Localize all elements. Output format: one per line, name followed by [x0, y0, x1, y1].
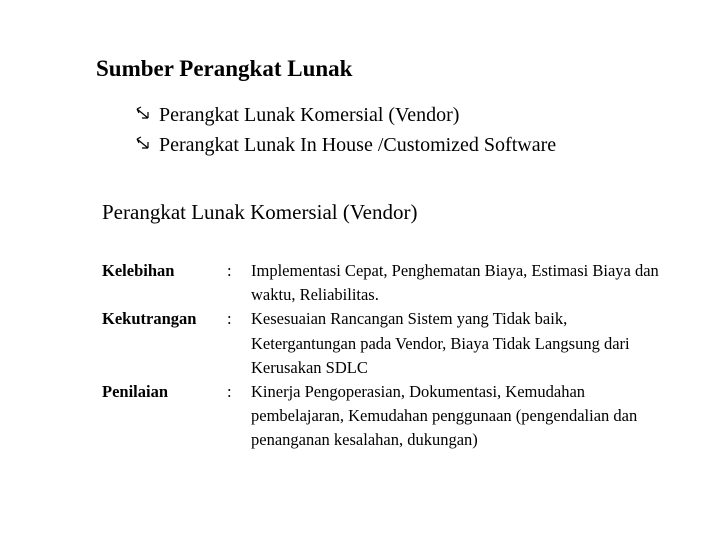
pointing-arrow-icon: [136, 106, 150, 122]
bullet-item-in-house: [136, 130, 556, 160]
bullet-list: [136, 100, 556, 160]
bullet-text: Perangkat Lunak In House /Customized Software: [159, 133, 557, 156]
row-colon: :: [227, 382, 232, 402]
row-label: Kekutrangan: [102, 309, 197, 329]
bullet-text: Perangkat Lunak Komersial (Vendor): [159, 103, 460, 126]
table-row-penilaian: [102, 380, 682, 453]
table-row-kelebihan: [102, 259, 682, 307]
section-heading: Perangkat Lunak Komersial (Vendor): [102, 200, 418, 224]
row-value: Implementasi Cepat, Penghematan Biaya, Estimasi Biaya dan waktu, Reliabilitas.: [251, 261, 659, 305]
row-colon: :: [227, 261, 232, 280]
row-label: Penilaian: [102, 382, 169, 402]
row-value: Kinerja Pengoperasian, Dokumentasi, Kemudahan pembelajaran, Kemudahan penggunaan (pengendalian dan penanganan kesalahan, dukungan): [251, 382, 638, 450]
slide-title: Sumber Perangkat Lunak: [96, 56, 353, 81]
pointing-arrow-icon: [136, 136, 150, 152]
bullet-item-komersial: [136, 100, 556, 130]
row-label: Kelebihan: [102, 261, 175, 280]
row-colon: :: [227, 309, 232, 329]
table-row-kekurangan: [102, 307, 682, 380]
evaluation-table: [102, 259, 682, 453]
row-value: Kesesuaian Rancangan Sistem yang Tidak baik, Ketergantungan pada Vendor, Biaya Tidak Langsung dari Kerusakan SDLC: [251, 309, 630, 377]
